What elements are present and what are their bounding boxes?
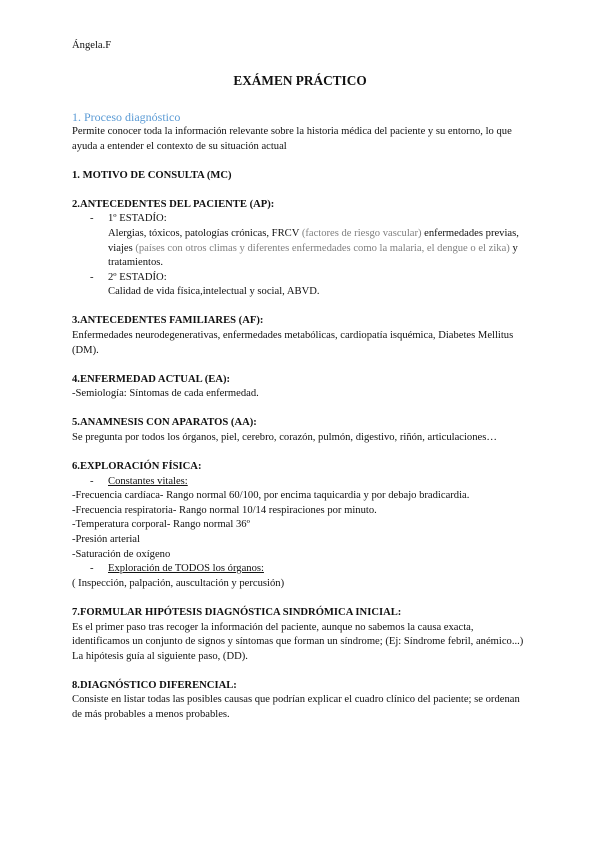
heading-antecedentes-paciente: 2.ANTECEDENTES DEL PACIENTE (AP): xyxy=(72,198,275,210)
text-exploracion-tail: ( Inspección, palpación, auscultación y percusión) xyxy=(72,577,285,589)
heading-antecedentes-familiares: 3.ANTECEDENTES FAMILIARES (AF): xyxy=(72,315,264,327)
text-anamnesis: Se pregunta por todos los órganos, piel, cerebro, corazón, pulmón, digestivo, riñón, articulaciones… xyxy=(72,432,497,443)
text-diagnostico-diferencial: Consiste en listar todas las posibles causas que podrían explicar el cuadro clínico del paciente; se ordenan de más probables a menos probables. xyxy=(72,694,520,720)
estadio-2-text: Calidad de vida física,intelectual y social, ABVD. xyxy=(108,286,320,298)
vital-line: -Temperatura corporal- Rango normal 36º xyxy=(72,519,250,531)
heading-diagnostico-diferencial: 8.DIAGNÓSTICO DIFERENCIAL: xyxy=(72,679,237,691)
heading-exploracion-fisica: 6.EXPLORACIÓN FÍSICA: xyxy=(72,461,202,473)
dash-bullet: - xyxy=(90,213,94,225)
list-item-constantes: - Constantes vitales: xyxy=(72,475,532,490)
vital-line: -Saturación de oxígeno xyxy=(72,548,171,560)
estadio-1-label: 1º ESTADÍO: xyxy=(108,213,167,225)
section-text-proceso: Permite conocer toda la información relevante sobre la historia médica del paciente y su entorno, lo que ayuda a entender el contexto de su situación actual xyxy=(72,126,512,152)
heading-enfermedad-actual: 4.ENFERMEDAD ACTUAL (EA): xyxy=(72,373,231,385)
list-item-estadio-1 xyxy=(72,212,532,270)
list-item-exploracion-organos: - Exploración de TODOS los órganos: xyxy=(72,562,532,577)
document-body xyxy=(72,109,532,723)
estadio-1-text: Alergias, tóxicos, patologías crónicas, FRCV (factores de riesgo vascular) enfermedades previas, viajes (países con otros climas y diferentes enfermedades como la malaria, el dengue o el zika) y tratamientos. xyxy=(108,227,519,269)
page-title: EXÁMEN PRÁCTICO xyxy=(233,73,367,88)
heading-hipotesis: 7.FORMULAR HIPÓTESIS DIAGNÓSTICA SINDRÓMICA INICIAL: xyxy=(72,606,402,618)
heading-anamnesis: 5.ANAMNESIS CON APARATOS (AA): xyxy=(72,417,257,429)
text-enfermedad-actual: -Semiología: Síntomas de cada enfermedad. xyxy=(72,388,259,400)
heading-motivo-consulta: 1. MOTIVO DE CONSULTA (MC) xyxy=(72,169,232,181)
estadio-2-label: 2º ESTADÍO: xyxy=(108,271,167,283)
list-item-estadio-2 xyxy=(72,271,532,300)
text-hipotesis-2: La hipótesis guía al siguiente paso, (DD). xyxy=(72,650,248,662)
vital-line: -Presión arterial xyxy=(72,534,140,546)
dash-bullet: - xyxy=(90,271,94,283)
text-hipotesis: Es el primer paso tras recoger la información del paciente, aunque no sabemos la causa exacta, identificamos un conjunto de signos y síntomas que forman un síndrome; (Ej: Síndrome febril, anémico...) xyxy=(72,621,524,648)
section-heading-proceso: 1. Proceso diagnóstico xyxy=(72,110,181,124)
dash-bullet: - xyxy=(90,475,94,487)
author-name: Ángela.F xyxy=(72,40,112,51)
text-antecedentes-familiares: Enfermedades neurodegenerativas, enfermedades metabólicas, cardiopatía isquémica, Diabetes Mellitus (DM). xyxy=(72,330,514,356)
vital-line: -Frecuencia cardíaca- Rango normal 60/100, por encima taquicardia y por debajo bradicardia. xyxy=(72,490,470,502)
dash-bullet: - xyxy=(90,563,94,575)
vital-line: -Frecuencia respiratoria- Rango normal 10/14 respiraciones por minuto. xyxy=(72,504,377,516)
